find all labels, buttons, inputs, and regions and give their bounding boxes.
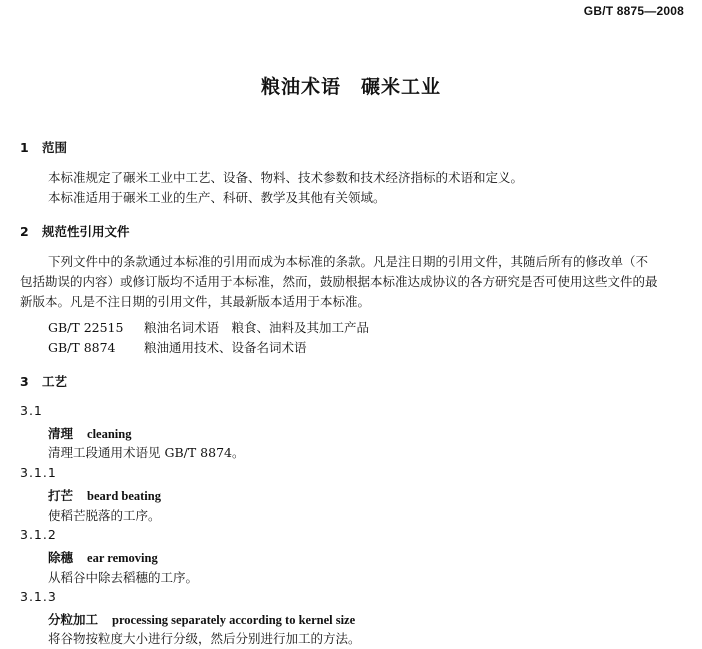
section-number: 3 xyxy=(20,374,29,389)
scope-paragraph-2: 本标准适用于碾米工业的生产、科研、教学及其他有关领域。 xyxy=(48,190,386,205)
term-en: ear removing xyxy=(87,551,158,565)
reference-code: GB/T 8874 xyxy=(48,340,116,355)
section-1-heading xyxy=(20,138,67,156)
standard-number: GB/T 8875—2008 xyxy=(583,4,684,18)
reference-code: GB/T 22515 xyxy=(48,320,124,335)
normative-references-paragraph: 下列文件中的条款通过本标准的引用而成为本标准的条款。凡是注日期的引用文件，其随后所有的修改单（不包括勘误的内容）或修订版均不适用于本标准，然而，鼓励根据本标准达成协议的各方研究是否可使用这些文件的最新版本。凡是不注日期的引用文件，其最新版本适用于本标准。 xyxy=(20,254,658,309)
reference-item xyxy=(48,318,369,336)
term-zh: 分粒加工 xyxy=(48,612,99,627)
section-number: 2 xyxy=(20,224,29,239)
reference-item xyxy=(48,338,307,356)
scope-paragraph-1: 本标准规定了碾米工业中工艺、设备、物料、技术参数和技术经济指标的术语和定义。 xyxy=(48,170,524,185)
term-zh: 除穗 xyxy=(48,550,74,565)
section-number: 1 xyxy=(20,140,29,155)
term-heading xyxy=(48,424,131,442)
term-definition: 清理工段通用术语见 GB/T 8874。 xyxy=(48,445,245,460)
term-definition: 使稻芒脱落的工序。 xyxy=(48,508,161,523)
section-title: 规范性引用文件 xyxy=(42,224,130,239)
section-title: 工艺 xyxy=(42,374,68,389)
term-en: processing separately according to kernel size xyxy=(112,613,356,627)
term-number: 3.1.1 xyxy=(20,465,57,480)
term-number: 3.1.3 xyxy=(20,589,57,604)
term-number: 3.1.2 xyxy=(20,527,57,542)
section-title: 范围 xyxy=(42,140,68,155)
section-3-heading xyxy=(20,372,67,390)
term-en: cleaning xyxy=(87,427,132,441)
document-title: 粮油术语 碾米工业 xyxy=(260,76,441,98)
term-number: 3.1 xyxy=(20,403,43,418)
term-definition: 从稻谷中除去稻穗的工序。 xyxy=(48,570,199,585)
term-en: beard beating xyxy=(87,489,161,503)
term-heading xyxy=(48,486,161,504)
term-heading xyxy=(48,610,355,628)
term-definition: 将谷物按粒度大小进行分级，然后分别进行加工的方法。 xyxy=(48,631,361,646)
reference-title: 粮油名词术语 粮食、油料及其加工产品 xyxy=(144,320,370,335)
term-zh: 打芒 xyxy=(48,488,74,503)
term-zh: 清理 xyxy=(48,426,74,441)
term-heading xyxy=(48,548,158,566)
reference-title: 粮油通用技术、设备名词术语 xyxy=(144,340,307,355)
section-2-heading xyxy=(20,222,130,240)
